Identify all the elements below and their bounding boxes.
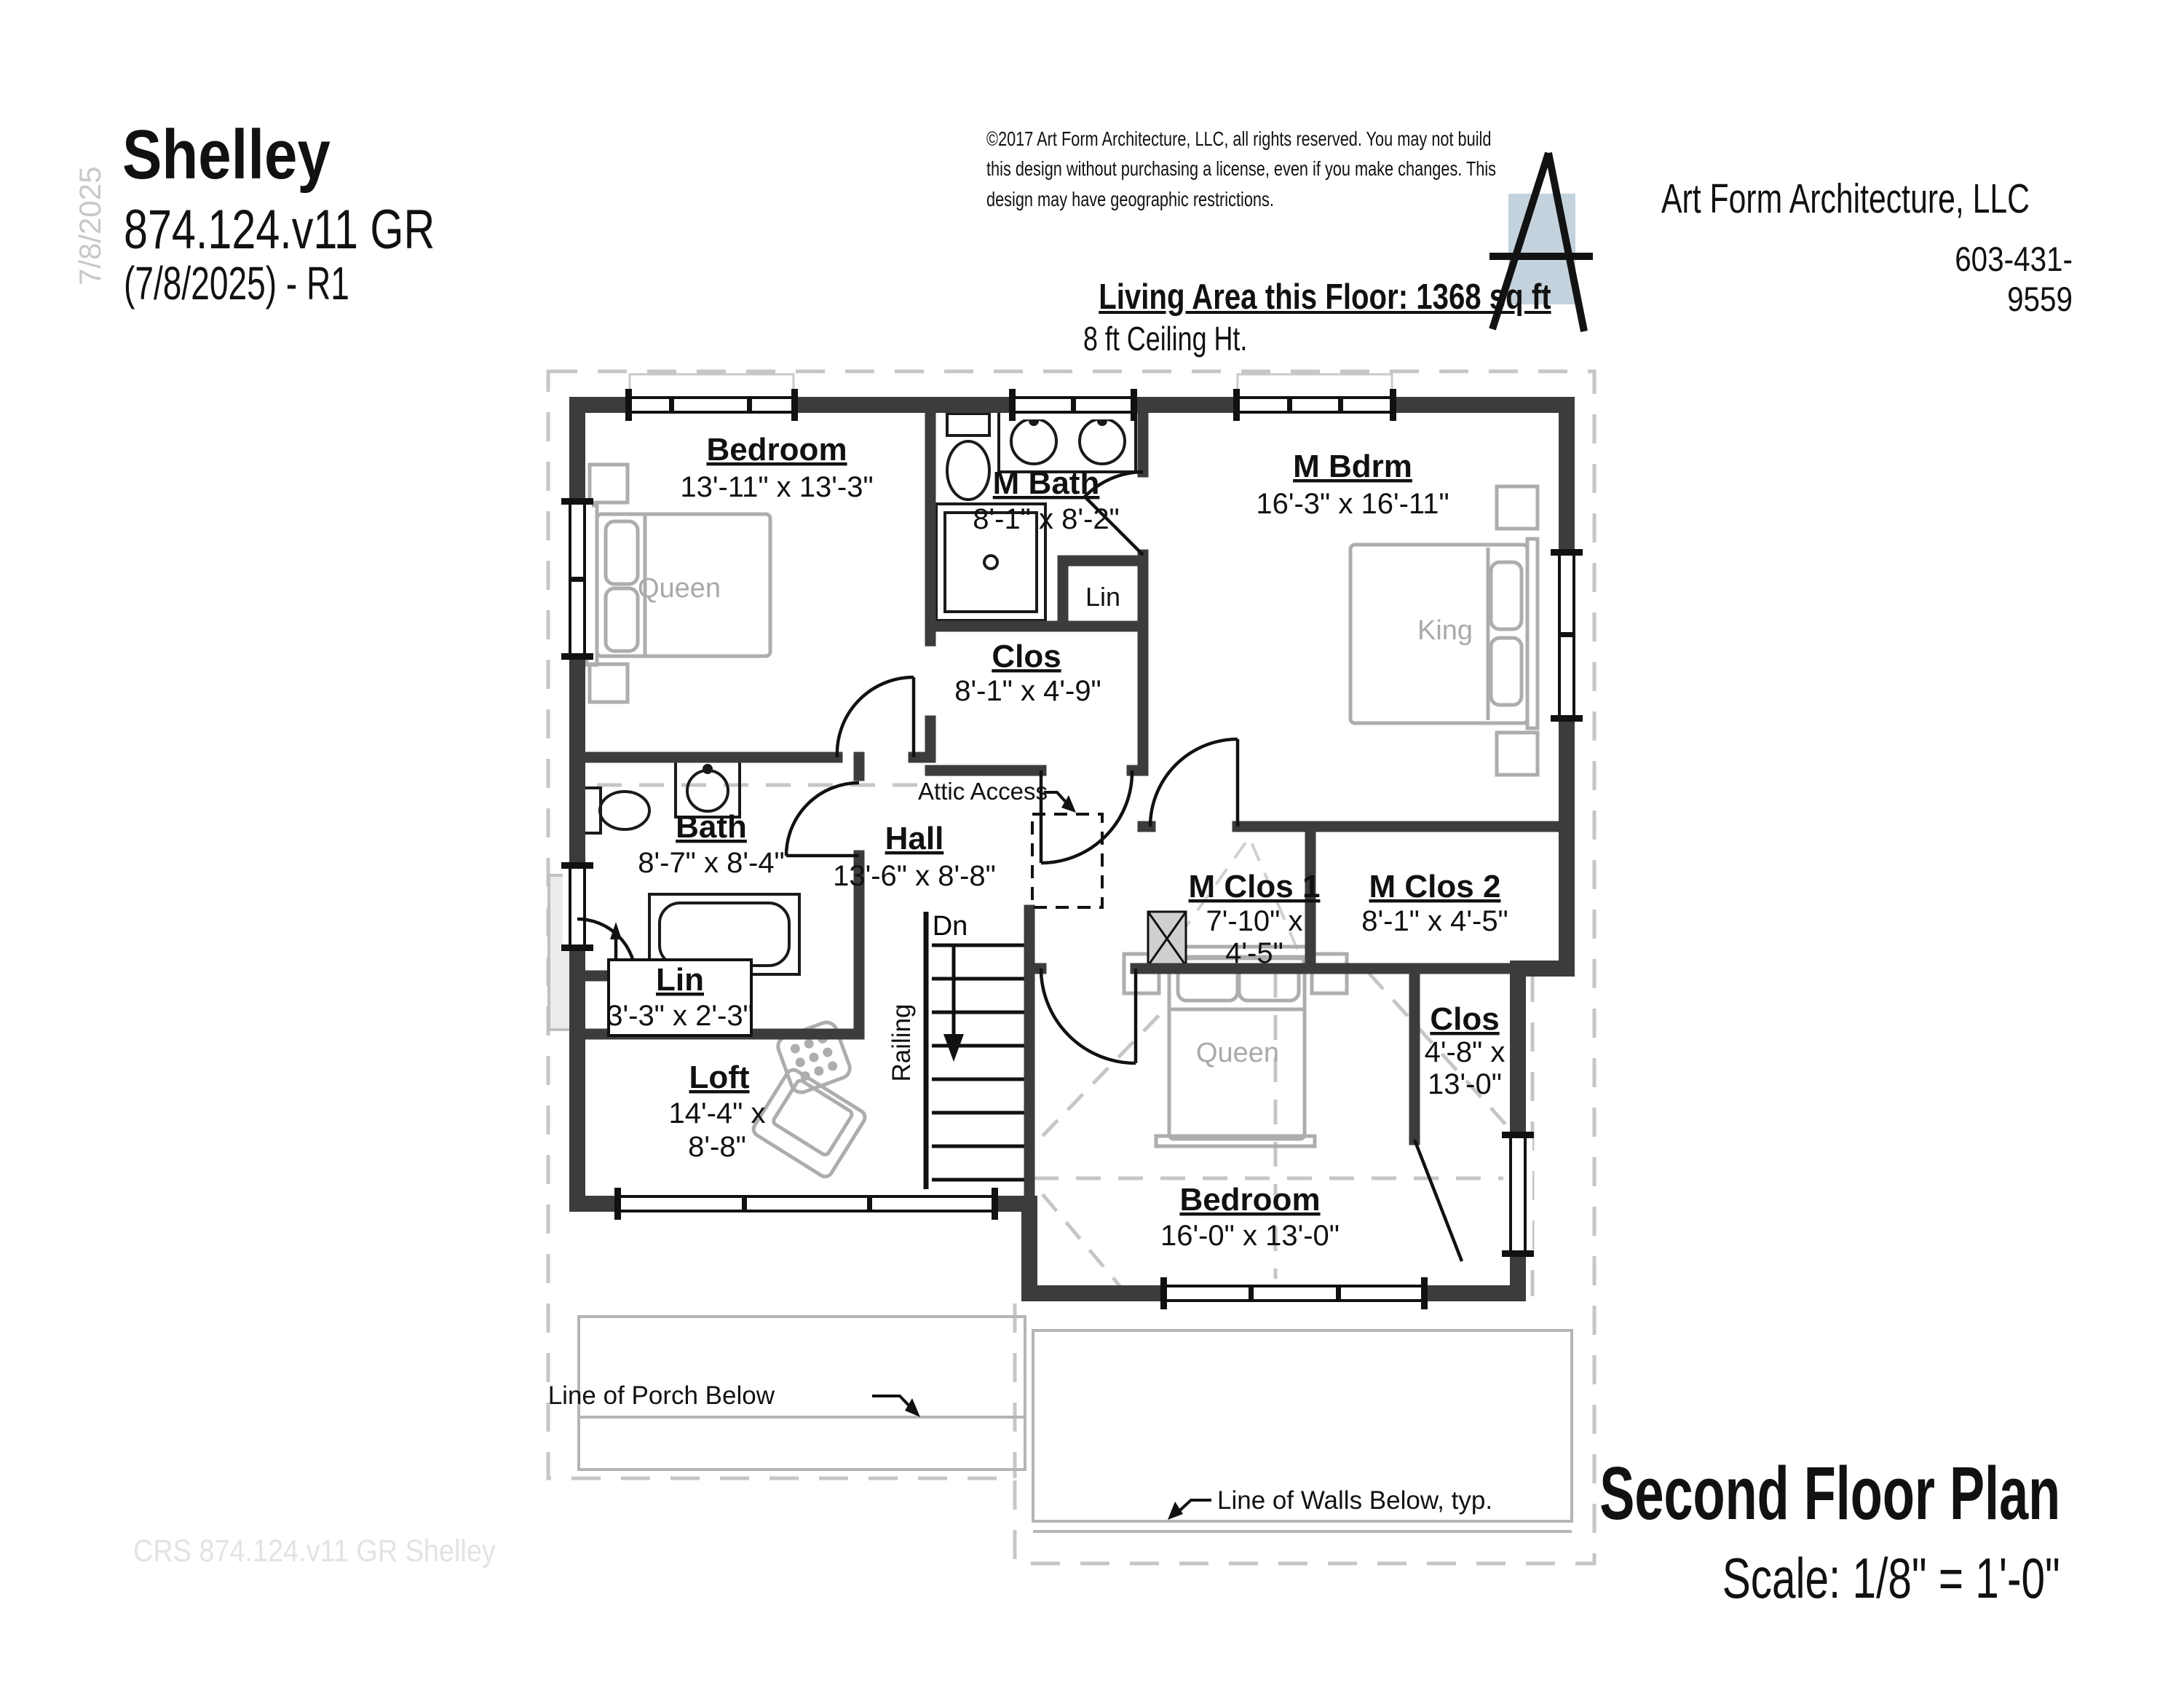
room-label-loft: Loft [689,1060,750,1095]
room-dims-clos-center: 8'-1" x 4'-9" [954,675,1101,707]
porch-leader [872,1396,920,1417]
room-label-mclos1: M Clos 1 [1188,869,1321,904]
room-label-mbdrm: M Bdrm [1293,449,1412,484]
sheet-scale-row [1332,1545,2060,1612]
walls-below-leader [1168,1500,1211,1520]
room-label-lin-mbath: Lin [1085,582,1121,612]
living-area-row [997,277,1653,318]
room-label-bedroom1: Bedroom [706,432,847,468]
window-mbdrm-top [1233,389,1396,421]
door-bath [786,783,859,856]
room-dims-bedroom1: 13'-11" x 13'-3" [680,471,874,503]
company-name-row [1661,175,2153,223]
sheet-scale: Scale: 1/8" = 1'-0" [1722,1546,2060,1610]
leaders [872,1396,1211,1520]
room-dims-loft-b: 8'-8" [688,1131,746,1163]
railing-label: Railing [887,1003,916,1082]
room-dims-mclos1-b: 4'-5" [1225,937,1283,969]
sheet-title-row [1332,1451,2060,1537]
room-dims-lin-box: 3'-3" x 2'-3" [606,1000,753,1032]
porch-below-label: Line of Porch Below [547,1381,775,1410]
loft-chair [751,1019,867,1179]
plan-name: Shelley [122,116,331,194]
window-loft-bottom [614,1188,998,1220]
room-label-clos-right: Clos [1430,1001,1500,1037]
ceiling-height-text: 8 ft Ceiling Ht. [1083,320,1248,358]
sheet-title: Second Floor Plan [1599,1451,2060,1535]
room-dims-loft-a: 14'-4" x [668,1097,766,1129]
stairs-down-arrow [943,1034,964,1062]
room-dims-bedroom2: 16'-0" x 13'-0" [1160,1220,1340,1252]
plan-revision: (7/8/2025) - R1 [124,257,349,309]
watermark-text: CRS 874.124.v11 GR Shelley [133,1534,496,1569]
window-mbdrm-right [1551,549,1583,722]
attic-access [1032,792,1102,907]
mbath-toilet [947,414,989,500]
room-label-bedroom2: Bedroom [1179,1182,1321,1218]
company-phone: 603-431-9559 [1955,240,2073,318]
furniture-label-king: King [1417,615,1473,646]
room-label-bath: Bath [676,809,747,845]
ceiling-height-row [1083,319,1294,358]
room-label-lin-box: Lin [656,962,704,998]
door-clos-right [1415,1140,1462,1261]
plan-title-block [122,115,367,195]
window-mbath-top [1009,389,1137,421]
stairs [926,912,1024,1198]
door-clos-center [1041,770,1132,863]
door-bedroom2 [1041,969,1136,1063]
walls-below-label: Line of Walls Below, typ. [1217,1486,1493,1515]
copyright-block [986,124,1642,214]
window-bedroom2-bottom [1160,1277,1428,1309]
furniture-label-queen2: Queen [1195,1038,1280,1068]
door-mbdrm [1150,739,1238,827]
plan-number-row [124,198,523,261]
attic-access-label: Attic Access [918,778,1048,805]
window-bedroom1-left [561,498,593,660]
room-dims-clos-right-b: 13'-0" [1428,1068,1502,1100]
copyright-text: ©2017 Art Form Architecture, LLC, all rights reserved. You may not build this design without purchasing a license, even if you make changes. This design may have geographic restrictions. [986,127,1497,210]
room-dims-mclos1-a: 7'-10" x [1206,905,1303,937]
room-dims-bath: 8'-7" x 8'-4" [638,847,785,879]
room-label-mclos2: M Clos 2 [1369,869,1501,904]
room-dims-clos-right-a: 4'-8" x [1424,1036,1506,1068]
lin-callout-box [606,960,753,1036]
room-label-clos-center: Clos [992,639,1061,674]
company-phone-row [1860,239,2073,319]
furniture-label-queen1: Queen [637,573,721,604]
window-bedroom2-right [1502,1132,1534,1257]
watermark-row [133,1534,545,1569]
room-label-mbath: M Bath [992,465,1100,501]
room-dims-mbdrm: 16'-3" x 16'-11" [1256,488,1449,520]
room-dims-mclos2: 8'-1" x 4'-5" [1361,905,1508,937]
living-area-text: Living Area this Floor: 1368 sq ft [1099,277,1551,317]
company-name: Art Form Architecture, LLC [1661,175,2030,222]
bath-toilet [582,788,649,833]
hatched-chase [1148,912,1186,966]
room-dims-mbath: 8'-1" x 8'-2" [973,503,1120,535]
porch-below-outlines [549,374,1572,1531]
plan-number: 874.124.v11 GR [124,199,435,261]
plan-revision-row [124,256,437,310]
window-bedroom1-top [625,389,798,421]
door-bedroom1 [837,677,914,757]
room-label-hall: Hall [885,821,944,856]
side-date: 7/8/2025 [73,166,107,285]
stairs-dn-label: Dn [932,911,968,942]
room-dims-hall: 13'-6" x 8'-8" [833,860,996,892]
window-bath-left [561,862,593,951]
